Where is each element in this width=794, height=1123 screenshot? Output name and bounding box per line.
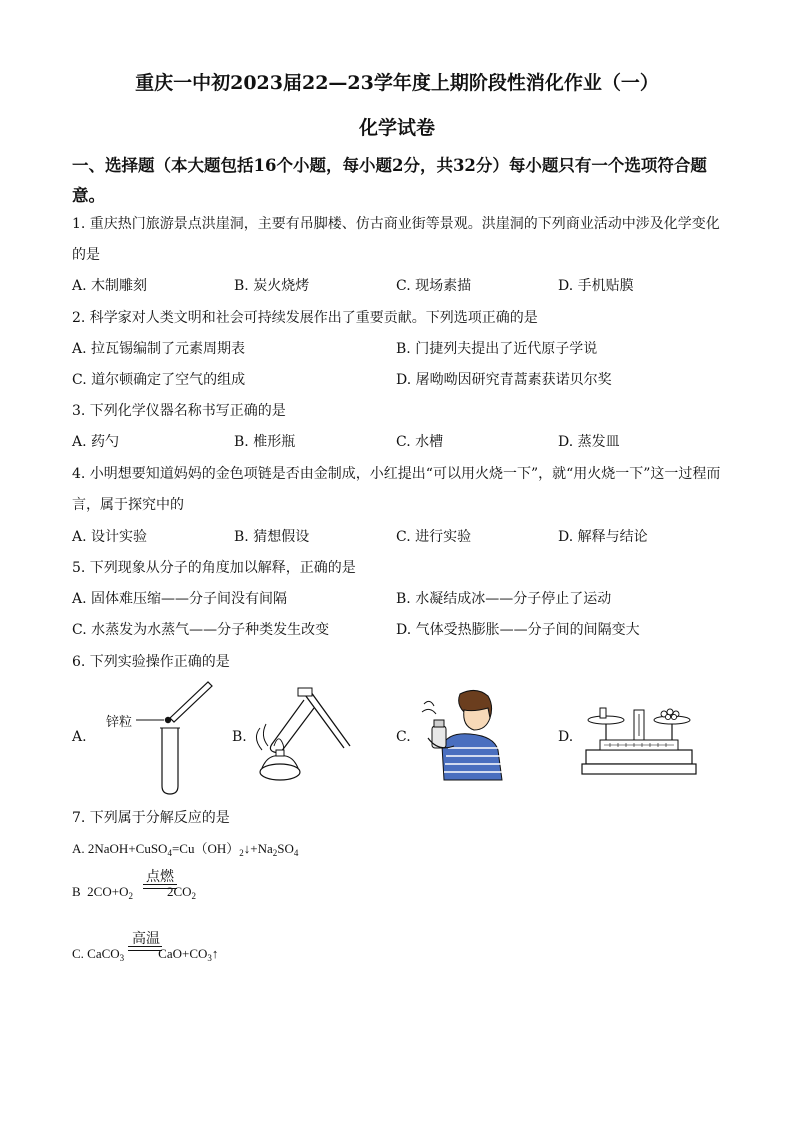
q3-option-a: A. 药勺 (72, 434, 120, 450)
equation-b: B $2CO+O_2$ $2CO_2$ (72, 884, 197, 901)
question-7-stem: 7. 下列属于分解反应的是 (72, 810, 230, 826)
q3-option-b: B. 椎形瓶 (234, 434, 296, 450)
question-5-stem: 5. 下列现象从分子的角度加以解释，正确的是 (72, 560, 356, 576)
figure-d-balance (580, 696, 698, 778)
equation-a: A. $2NaOH+CuSO_4=Cu(OH)_2↓+Na_2SO_4$ (72, 841, 299, 858)
section-heading-cont: 意。 (72, 186, 105, 205)
q1-option-a: A. 木制雕刻 (72, 278, 148, 294)
question-4-stem-cont: 言，属于探究中的 (72, 497, 184, 513)
q2-option-c: C. 道尔顿确定了空气的组成 (72, 372, 246, 388)
q7-option-a: A. (72, 841, 85, 856)
q4-option-a: A. 设计实验 (72, 529, 148, 545)
q6-option-a: A. (72, 729, 87, 745)
figure-c-smelling-bottle (418, 686, 510, 782)
equation-c-condition: 高温 (132, 931, 160, 947)
q2-option-d: D. 屠呦呦因研究青蒿素获诺贝尔奖 (396, 372, 612, 388)
q1-option-d: D. 手机贴膜 (558, 278, 634, 294)
question-3-stem: 3. 下列化学仪器名称书写正确的是 (72, 403, 286, 419)
q5-option-b: B. 水凝结成冰——分子停止了运动 (396, 591, 612, 607)
q5-option-c: C. 水蒸发为水蒸气——分子种类发生改变 (72, 622, 330, 638)
q3-option-d: D. 蒸发皿 (558, 434, 620, 450)
q6-option-c: C. (396, 729, 411, 745)
q7-option-b: B (72, 884, 81, 899)
q4-option-c: C. 进行实验 (396, 529, 472, 545)
q1-option-b: B. 炭火烧烤 (234, 278, 310, 294)
question-4-stem: 4. 小明想要知道妈妈的金色项链是否由金制成，小红提出“可以用火烧一下”，就“用火烧一下”这一过程而 (72, 466, 721, 482)
q2-option-a: A. 拉瓦锡编制了元素周期表 (72, 341, 246, 357)
q4-option-d: D. 解释与结论 (558, 529, 648, 545)
q4-option-b: B. 猜想假设 (234, 529, 310, 545)
question-1-stem: 1. 重庆热门旅游景点洪崖洞，主要有吊脚楼、仿古商业街等景观。洪崖洞的下列商业活动中涉及化学变化 (72, 216, 720, 232)
page-subtitle: 化学试卷 (358, 117, 435, 139)
q2-option-b: B. 门捷列夫提出了近代原子学说 (396, 341, 598, 357)
q6-option-b: B. (232, 729, 247, 745)
q1-option-c: C. 现场素描 (396, 278, 472, 294)
q6-option-d: D. (558, 729, 574, 745)
equation-c: C. CaCO$_3$ $CaO+CO_3↑$ (72, 946, 219, 963)
q7-option-c: C. (72, 946, 84, 961)
section-heading: 一、选择题（本大题包括16个小题，每小题2分，共32分）每小题只有一个选项符合题 (72, 156, 707, 175)
question-6-stem: 6. 下列实验操作正确的是 (72, 654, 230, 670)
zinc-granule-label: 锌粒 (106, 715, 133, 730)
q3-option-c: C. 水槽 (396, 434, 444, 450)
q5-option-d: D. 气体受热膨胀——分子间的间隔变大 (396, 622, 640, 638)
page-title: 重庆一中初2023届22—23学年度上期阶段性消化作业（一） (135, 72, 659, 94)
q5-option-a: A. 固体难压缩——分子间没有间隔 (72, 591, 288, 607)
equation-b-condition: 点燃 (146, 869, 174, 885)
figure-a-zinc-test-tube (100, 676, 220, 800)
figure-b-heating-test-tube (248, 684, 358, 784)
question-1-stem-cont: 的是 (72, 247, 100, 263)
question-2-stem: 2. 科学家对人类文明和社会可持续发展作出了重要贡献。下列选项正确的是 (72, 310, 538, 326)
